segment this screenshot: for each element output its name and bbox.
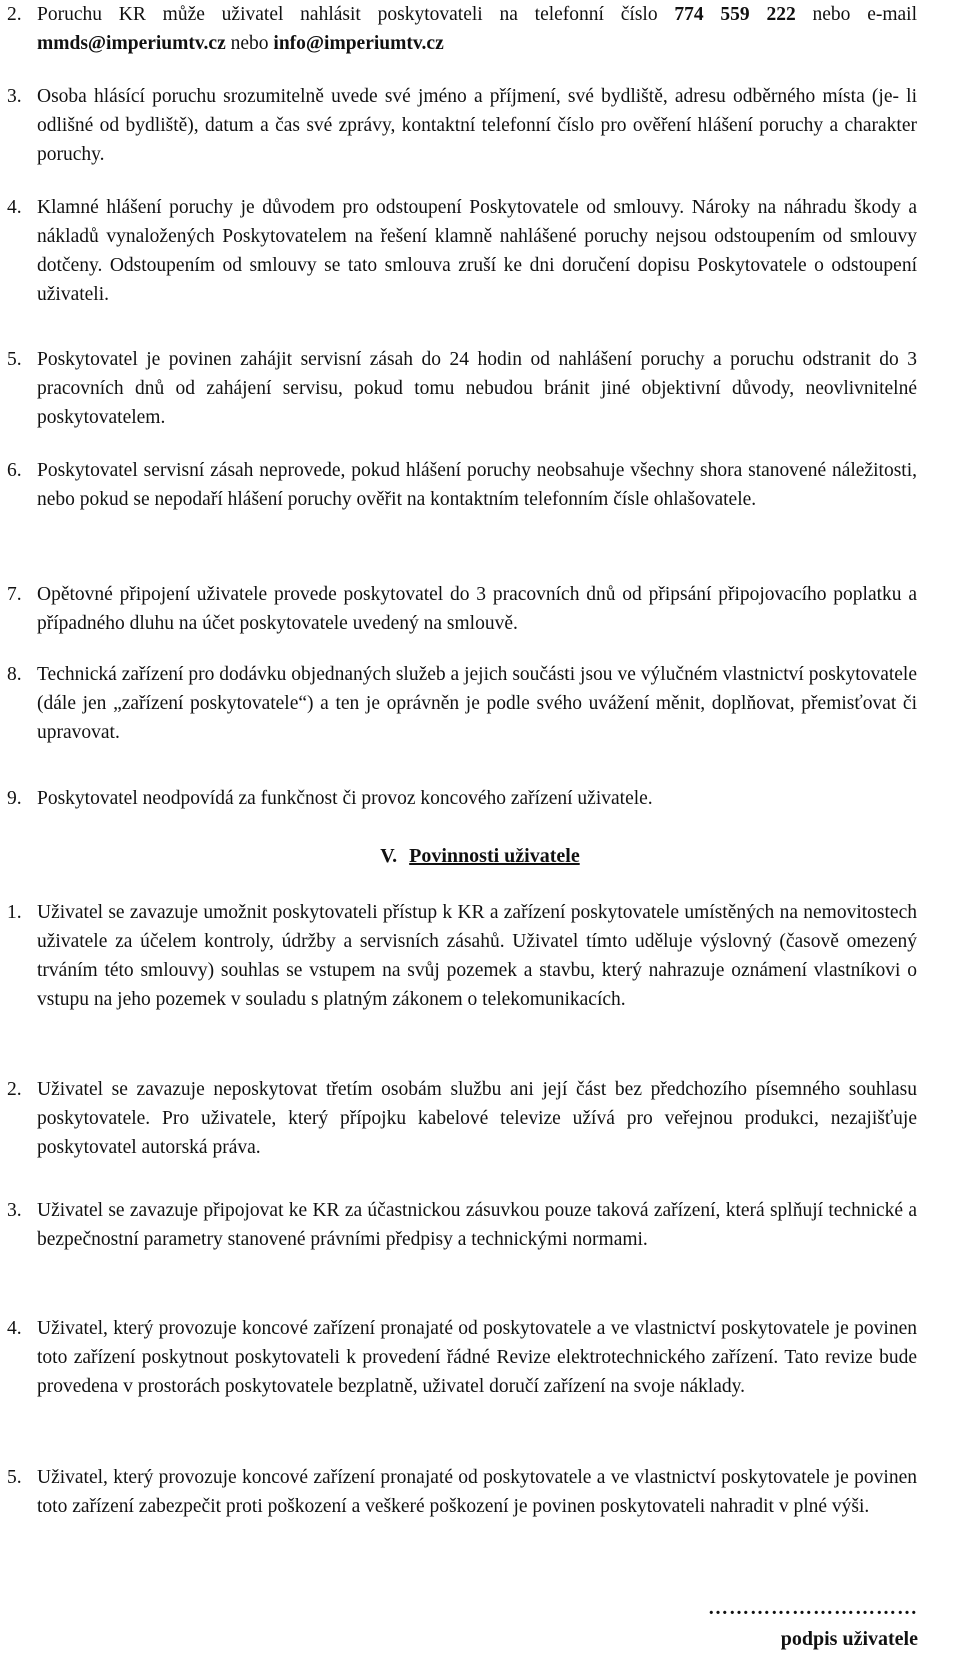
list-item (7, 898, 917, 1014)
item-text: Uživatel, který provozuje koncové zařízení pronajaté od poskytovatele a ve vlastnictví poskytovatele je povinen toto zařízení poskytnout poskytovateli k provedení řádné Revize elektrotechnického zařízení. Tato revize bude provedena v prostorách poskytovatele bezplatně, uživatel doručí zařízení na svoje náklady. (37, 1318, 917, 1397)
list-item (7, 660, 917, 747)
list-item (7, 1314, 917, 1401)
item-number: 8. (7, 664, 22, 685)
item-text: Technická zařízení pro dodávku objednaných služeb a jejich součásti jsou ve výlučném vlastnictví poskytovatele (dále jen „zařízení poskytovatele“) a ten je oprávněn je podle svého uvážení měnit, doplňovat, přemisťovat či upravovat. (37, 664, 917, 743)
item-text: Uživatel se zavazuje umožnit poskytovateli přístup k KR a zařízení poskytovatele umístěných na nemovitostech uživatele za účelem kontroly, údržby a servisních zásahů. Uživatel tímto uděluje výslovný (časově omezený trváním této smlouvy) souhlas se vstupem na svůj pozemek a stavbu, který nahrazuje oznámení vlastníkovi o vstupu na jeho pozemek v souladu s platným zákonem o telekomunikacích. (37, 902, 917, 1010)
item-number: 6. (7, 460, 22, 481)
list-item (7, 0, 917, 58)
item-text: Uživatel se zavazuje neposkytovat třetím osobám službu ani její část bez předchozího písemného souhlasu poskytovatele. Pro uživatele, který přípojku kabelové televize užívá pro veřejnou produkci, nezajišťuje poskytovatel autorská práva. (37, 1079, 917, 1158)
list-item (7, 82, 917, 169)
item-text: Klamné hlášení poruchy je důvodem pro odstoupení Poskytovatele od smlouvy. Nároky na náhradu škody a nákladů vynaložených Poskytovatelem na řešení klamně nahlášené poruchy nejsou odstoupením od smlouvy dotčeny. Odstoupením od smlouvy se tato smlouva zruší ke dni doručení dopisu Poskytovatele o odstoupení uživateli. (37, 197, 917, 305)
item-number: 5. (7, 1467, 22, 1488)
phone-number: 774 559 222 (674, 4, 796, 25)
email-address: mmds@imperiumtv.cz (37, 33, 226, 54)
item-text: Uživatel se zavazuje připojovat ke KR za účastnickou zásuvkou pouze taková zařízení, která splňují technické a bezpečnostní parametry stanovené právními předpisy a technickými normami. (37, 1200, 917, 1250)
list-item (7, 193, 917, 309)
item-number: 3. (7, 1200, 22, 1221)
item-number: 9. (7, 788, 22, 809)
item-text: Uživatel, který provozuje koncové zařízení pronajaté od poskytovatele a ve vlastnictví poskytovatele je povinen toto zařízení zabezpečit proti poškození a veškeré poškození je povinen poskytovateli nahradit v plné výši. (37, 1467, 917, 1517)
list-item (7, 784, 917, 813)
item-number: 2. (7, 1079, 22, 1100)
list-item (7, 580, 917, 638)
list-item (7, 456, 917, 514)
email-address: info@imperiumtv.cz (273, 33, 444, 54)
item-text: Poskytovatel neodpovídá za funkčnost či provoz koncového zařízení uživatele. (37, 788, 653, 809)
item-text: Poruchu KR může uživatel nahlásit poskytovateli na telefonní číslo 774 559 222 nebo e-mail mmds@imperiumtv.cz nebo info@imperiumtv.cz (37, 4, 918, 54)
item-text: Opětovné připojení uživatele provede poskytovatel do 3 pracovních dnů od připsání připojovacího poplatku a případného dluhu na účet poskytovatele uvedený na smlouvě. (37, 584, 917, 634)
item-number: 2. (7, 4, 22, 25)
item-number: 5. (7, 349, 22, 370)
item-number: 7. (7, 584, 22, 605)
section-heading (0, 842, 960, 871)
item-number: 4. (7, 197, 22, 218)
item-text: Osoba hlásící poruchu srozumitelně uvede své jméno a příjmení, své bydliště, adresu odběrného místa (je- li odlišné od bydliště), datum a čas své zprávy, kontaktní telefonní číslo pro ověření hlášení poruchy a charakter poruchy. (37, 86, 917, 165)
item-number: 3. (7, 86, 22, 107)
item-number: 4. (7, 1318, 22, 1339)
item-text: Poskytovatel servisní zásah neprovede, pokud hlášení poruchy neobsahuje všechny shora stanovené náležitosti, nebo pokud se nepodaří hlášení poruchy ověřit na kontaktním telefonním čísle ohlašovatele. (37, 460, 917, 510)
item-number: 1. (7, 902, 22, 923)
list-item (7, 1075, 917, 1162)
list-item (7, 1196, 917, 1254)
signature-line: ………………………… (708, 1597, 918, 1619)
signature-label: podpis uživatele (780, 1628, 918, 1650)
item-text: Poskytovatel je povinen zahájit servisní zásah do 24 hodin od nahlášení poruchy a poruchu odstranit do 3 pracovních dnů od zahájení servisu, pokud tomu nebudou bránit jiné objektivní důvody, neovlivnitelné poskytovatelem. (37, 349, 917, 428)
list-item (7, 345, 917, 432)
section-title: Povinnosti uživatele (409, 845, 580, 867)
list-item (7, 1463, 917, 1521)
section-number: V. (380, 845, 398, 867)
